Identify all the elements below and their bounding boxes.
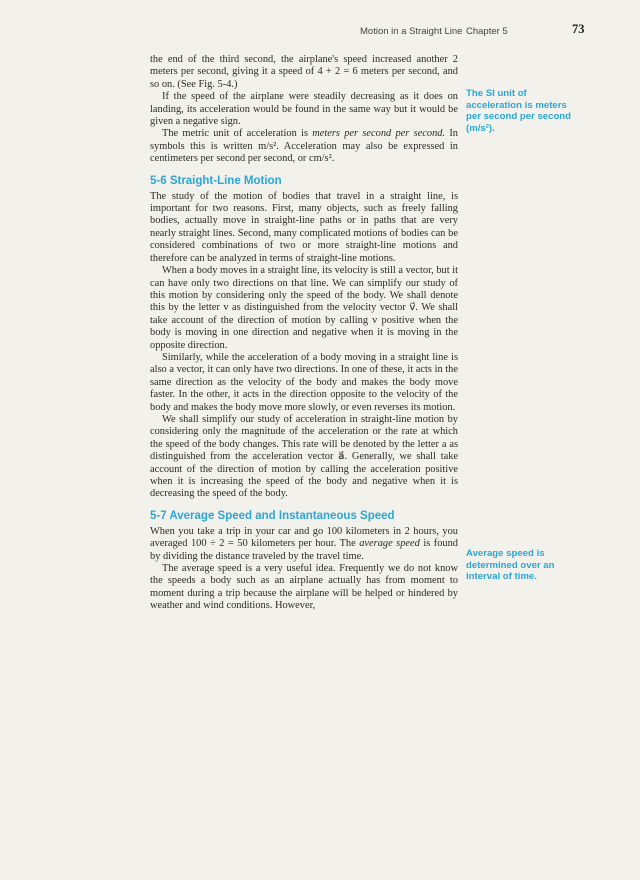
- paragraph-5-6-4: We shall simplify our study of acceleration in straight-line motion by considering only the magnitude of the acceleration or the rate at which the speed of the body changes. This rate will be denoted by the letter a as distinguished from the acceleration vector a⃗. Generally, we shall take account of the direction of motion by calling the acceleration positive when it is increasing the speed of the body and negative when it is decreasing the speed of the body.: [150, 413, 458, 500]
- metric-unit-emphasis: meters per second per second.: [312, 128, 446, 140]
- margin-note-average-speed: Average speed is determined over an interval of time.: [466, 548, 555, 582]
- paragraph-5-7-2: The average speed is a very useful idea. Frequently we do not know the speeds a body such as an airplane actually has from moment to moment during a trip because the airplane will be helped or hindered by weather and wind conditions. However,: [150, 563, 458, 612]
- paragraph-5-6-3: Similarly, while the acceleration of a body moving in a straight line is also a vector, it can only have two directions. In one of these, it acts in the same direction as the velocity of the body and makes the body move faster. In the other, it acts in the direction opposite to the velocity of the body and makes the body move more slowly, or even reverses its motion.: [150, 351, 458, 413]
- paragraph-metric-unit: [150, 128, 458, 165]
- paragraph-negative-sign: If the speed of the airplane were steadily decreasing as it does on landing, its acceleration would be found in the same way but it would be given a negative sign.: [150, 91, 458, 128]
- metric-unit-text-pre: The metric unit of acceleration is: [162, 128, 313, 140]
- paragraph-5-6-2: When a body moves in a straight line, its velocity is still a vector, but it can have only two directions on that line. We can simplify our study of this motion by considering only the speed of the body. We shall denote this by the letter v as distinguished from the velocity vector v⃗. We shall take account of the direction of motion by calling v positive when the body is moving in one direction and negative when it is moving in the opposite direction.: [150, 265, 458, 351]
- chapter-label: Chapter 5: [466, 26, 508, 37]
- page-header: [0, 22, 640, 42]
- average-speed-text-pre: When you take a trip in your car and go 100 kilometers in 2 hours, you averaged 100 ÷ 2 = 50 kilometers per hour. The: [150, 525, 458, 550]
- section-heading-5-7: 5-7 Average Speed and Instantaneous Speed: [150, 509, 395, 522]
- section-heading-5-6: 5-6 Straight-Line Motion: [150, 174, 282, 187]
- page-number: 73: [572, 22, 585, 36]
- metric-unit-text-post: In symbols this is written m/s². Acceleration may also be expressed in centimeters per second per second, or cm/s².: [150, 128, 458, 165]
- average-speed-text-post: is found by dividing the distance traveled by the travel time.: [150, 538, 458, 562]
- margin-note-si-unit: The SI unit of acceleration is meters per second per second (m/s²).: [466, 88, 572, 134]
- main-column: [150, 54, 458, 613]
- paragraph-intro: the end of the third second, the airplane's speed increased another 2 meters per second, giving it a speed of 4 + 2 = 6 meters per second, and so on. (See Fig. 5-4.): [150, 54, 458, 90]
- paragraph-5-6-1: The study of the motion of bodies that travel in a straight line, is important for two reasons. First, many objects, such as freely falling bodies, actually move in straight-line paths or in paths that are very nearly straight lines. Second, many complicated motions of bodies can be considered combinations of two or more straight-line motions and therefore can be analyzed in terms of straight-line motions.: [150, 190, 458, 264]
- paragraph-5-7-1: [150, 526, 458, 563]
- average-speed-emphasis: average speed: [359, 538, 420, 550]
- running-title: Motion in a Straight Line: [360, 26, 463, 37]
